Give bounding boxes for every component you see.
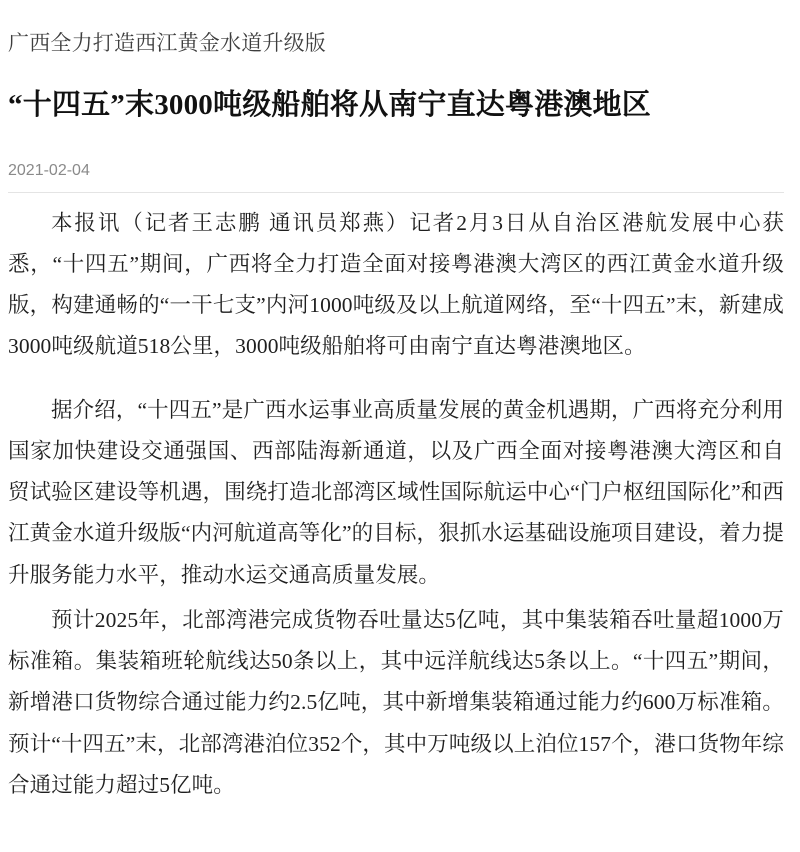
- article-kicker: 广西全力打造西江黄金水道升级版: [8, 31, 326, 55]
- article-paragraph: 本报讯（记者王志鹏 通讯员郑燕）记者2月3日从自治区港航发展中心获悉，“十四五”期间，广西将全力打造全面对接粤港澳大湾区的西江黄金水道升级版，构建通畅的“一干七支”内河1000吨级及以上航道网络，至“十四五”末，新建成3000吨级航道518公里，3000吨级船舶将可由南宁直达粤港澳地区。: [8, 210, 784, 359]
- publish-date: 2021-02-04: [8, 161, 90, 179]
- page-title: “十四五”末3000吨级船舶将从南宁直达粤港澳地区: [8, 88, 652, 121]
- article-paragraph: 据介绍，“十四五”是广西水运事业高质量发展的黄金机遇期，广西将充分利用国家加快建设交通强国、西部陆海新通道，以及广西全面对接粤港澳大湾区和自贸试验区建设等机遇，围绕打造北部湾区域性国际航运中心“门户枢纽国际化”和西江黄金水道升级版“内河航道高等化”的目标，狠抓水运基础设施项目建设，着力提升服务能力水平，推动水运交通高质量发展。: [8, 397, 784, 587]
- header-divider: [8, 192, 784, 193]
- article-paragraph: 预计2025年，北部湾港完成货物吞吐量达5亿吨，其中集装箱吞吐量超1000万标准箱。集装箱班轮航线达50条以上，其中远洋航线达5条以上。“十四五”期间，新增港口货物综合通过能力约2.5亿吨，其中新增集装箱通过能力约600万标准箱。预计“十四五”末，北部湾港泊位352个，其中万吨级以上泊位157个，港口货物年综合通过能力超过5亿吨。: [8, 607, 784, 797]
- article-page: [0, 28, 800, 852]
- article-body: [8, 203, 784, 807]
